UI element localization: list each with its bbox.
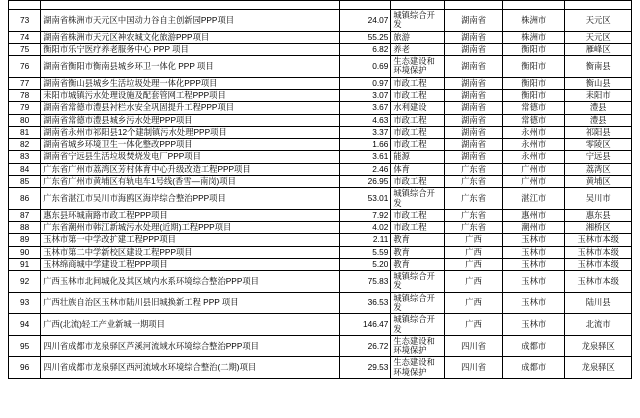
cell-city: 衡阳市 bbox=[503, 77, 565, 89]
cell-name: 湖南省衡山县城乡生活垃圾处理一体化PPP项目 bbox=[41, 77, 340, 89]
cell-province: 湖南省 bbox=[445, 151, 503, 163]
cell-city: 玉林市 bbox=[503, 246, 565, 258]
cell-province: 四川省 bbox=[445, 357, 503, 379]
cell-city: 株洲市 bbox=[503, 10, 565, 32]
cell-province: 湖南省 bbox=[445, 114, 503, 126]
cell-name: 湖南省常德市澧县衬栏水安全巩固提升工程PPP项目 bbox=[41, 102, 340, 114]
cell-province: 广东省 bbox=[445, 222, 503, 234]
table-body bbox=[9, 1, 632, 379]
cell-city: 株洲市 bbox=[503, 31, 565, 43]
cell-no: 87 bbox=[9, 209, 41, 221]
cell-amount: 2.46 bbox=[339, 163, 391, 175]
cell-name: 玉林绵商城中学建设工程PPP项目 bbox=[41, 258, 340, 270]
cell-amount bbox=[339, 1, 391, 10]
cell-city: 玉林市 bbox=[503, 258, 565, 270]
cell-no: 89 bbox=[9, 234, 41, 246]
cell-name bbox=[41, 1, 340, 10]
cell-field: 教育 bbox=[391, 234, 445, 246]
cell-province: 湖南省 bbox=[445, 77, 503, 89]
cell-district: 澧县 bbox=[565, 102, 632, 114]
cell-province: 广东省 bbox=[445, 209, 503, 221]
cell-district: 北流市 bbox=[565, 314, 632, 336]
cell-no: 85 bbox=[9, 175, 41, 187]
table-row bbox=[9, 209, 632, 221]
cell-no: 80 bbox=[9, 114, 41, 126]
cell-province: 广西 bbox=[445, 314, 503, 336]
project-table bbox=[8, 0, 632, 379]
cell-field: 市政工程 bbox=[391, 139, 445, 151]
table-row bbox=[9, 89, 632, 101]
table-row bbox=[9, 77, 632, 89]
cell-district: 天元区 bbox=[565, 31, 632, 43]
cell-city: 玉林市 bbox=[503, 271, 565, 293]
cell-amount: 2.11 bbox=[339, 234, 391, 246]
cell-amount: 3.61 bbox=[339, 151, 391, 163]
cell-field: 生态建设和环境保护 bbox=[391, 335, 445, 357]
table-row bbox=[9, 10, 632, 32]
cell-city: 广州市 bbox=[503, 175, 565, 187]
cell-district: 衡山县 bbox=[565, 77, 632, 89]
cell-province: 湖南省 bbox=[445, 139, 503, 151]
cell-no: 79 bbox=[9, 102, 41, 114]
cell-name: 四川省成都市龙泉驿区西河流域水环境综合整治(二期)项目 bbox=[41, 357, 340, 379]
cell-province: 广东省 bbox=[445, 163, 503, 175]
cell-amount: 75.83 bbox=[339, 271, 391, 293]
cell-amount: 29.53 bbox=[339, 357, 391, 379]
cell-no: 75 bbox=[9, 43, 41, 55]
cell-name: 湖南省衡阳市衡南县城乡环卫一体化 PPP 项目 bbox=[41, 56, 340, 78]
cell-province: 四川省 bbox=[445, 335, 503, 357]
table-row bbox=[9, 335, 632, 357]
cell-field: 城镇综合开发 bbox=[391, 314, 445, 336]
cell-district: 玉林市本级 bbox=[565, 246, 632, 258]
cell-district: 澧县 bbox=[565, 114, 632, 126]
cell-field: 教育 bbox=[391, 258, 445, 270]
cell-name: 广西玉林市北间城化及其区域内水系环境综合整治PPP项目 bbox=[41, 271, 340, 293]
cell-no: 84 bbox=[9, 163, 41, 175]
cell-no: 90 bbox=[9, 246, 41, 258]
cell-city: 常德市 bbox=[503, 114, 565, 126]
cell-amount: 5.59 bbox=[339, 246, 391, 258]
cell-field: 体育 bbox=[391, 163, 445, 175]
cell-name: 湖南省宁远县生活垃圾焚烧发电厂PPP项目 bbox=[41, 151, 340, 163]
cell-province: 广西 bbox=[445, 271, 503, 293]
cell-field: 城镇综合开发 bbox=[391, 271, 445, 293]
cell-amount: 53.01 bbox=[339, 188, 391, 210]
table-row bbox=[9, 292, 632, 314]
cell-amount: 4.02 bbox=[339, 222, 391, 234]
cell-city: 惠州市 bbox=[503, 209, 565, 221]
cell-field: 城镇综合开发 bbox=[391, 10, 445, 32]
cell-city: 玉林市 bbox=[503, 292, 565, 314]
cell-field: 城镇综合开发 bbox=[391, 188, 445, 210]
cell-no: 95 bbox=[9, 335, 41, 357]
table-row bbox=[9, 175, 632, 187]
cell-field: 生态建设和环境保护 bbox=[391, 357, 445, 379]
cell-amount: 0.97 bbox=[339, 77, 391, 89]
cell-amount: 146.47 bbox=[339, 314, 391, 336]
cell-field: 市政工程 bbox=[391, 222, 445, 234]
cell-district: 天元区 bbox=[565, 10, 632, 32]
cell-district: 宁远县 bbox=[565, 151, 632, 163]
table-row bbox=[9, 258, 632, 270]
cell-field: 市政工程 bbox=[391, 126, 445, 138]
cell-amount: 6.82 bbox=[339, 43, 391, 55]
cell-name: 湖南省永州市祁阳县12个建制镇污水处理PPP项目 bbox=[41, 126, 340, 138]
cell-province bbox=[445, 1, 503, 10]
cell-province: 湖南省 bbox=[445, 89, 503, 101]
cell-no: 94 bbox=[9, 314, 41, 336]
cell-field: 养老 bbox=[391, 43, 445, 55]
cell-name: 广东省潮州市韩江新城污水处理(近期)工程PPP项目 bbox=[41, 222, 340, 234]
cell-amount: 7.92 bbox=[339, 209, 391, 221]
cell-district: 玉林市本级 bbox=[565, 258, 632, 270]
cell-city: 衡阳市 bbox=[503, 89, 565, 101]
cell-amount: 3.67 bbox=[339, 102, 391, 114]
table-row bbox=[9, 271, 632, 293]
cell-district: 雁峰区 bbox=[565, 43, 632, 55]
cell-name: 耒阳市城镇污水处理设施及配套管网工程PPP项目 bbox=[41, 89, 340, 101]
cell-district: 祁阳县 bbox=[565, 126, 632, 138]
cell-district: 玉林市本级 bbox=[565, 234, 632, 246]
cell-no: 77 bbox=[9, 77, 41, 89]
cell-no bbox=[9, 1, 41, 10]
cell-province: 广西 bbox=[445, 246, 503, 258]
cell-province: 广西 bbox=[445, 234, 503, 246]
cell-no: 93 bbox=[9, 292, 41, 314]
cell-city: 衡阳市 bbox=[503, 43, 565, 55]
cell-province: 广东省 bbox=[445, 175, 503, 187]
cell-no: 96 bbox=[9, 357, 41, 379]
cell-name: 衡阳市乐宁医疗养老服务中心 PPP 项目 bbox=[41, 43, 340, 55]
cell-amount: 1.66 bbox=[339, 139, 391, 151]
cell-field: 水利建设 bbox=[391, 102, 445, 114]
cell-name: 玉林市第二中学新校区建设工程PPP项目 bbox=[41, 246, 340, 258]
cell-district: 荔湾区 bbox=[565, 163, 632, 175]
cell-no: 92 bbox=[9, 271, 41, 293]
cell-district: 龙泉驿区 bbox=[565, 335, 632, 357]
cell-city: 玉林市 bbox=[503, 234, 565, 246]
cell-province: 湖南省 bbox=[445, 43, 503, 55]
cell-no: 91 bbox=[9, 258, 41, 270]
table-row bbox=[9, 126, 632, 138]
cell-field: 城镇综合开发 bbox=[391, 292, 445, 314]
cell-name: 广东省广州市黄埔区有轨电车1号线(香雪—南岗)项目 bbox=[41, 175, 340, 187]
cell-city bbox=[503, 1, 565, 10]
cell-city: 常德市 bbox=[503, 102, 565, 114]
table-row bbox=[9, 246, 632, 258]
cell-name: 湖南省常德市澧县城乡污水处理PPP项目 bbox=[41, 114, 340, 126]
cell-amount: 36.53 bbox=[339, 292, 391, 314]
cell-district: 湘桥区 bbox=[565, 222, 632, 234]
cell-no: 83 bbox=[9, 151, 41, 163]
cell-province: 广西 bbox=[445, 258, 503, 270]
cell-field: 市政工程 bbox=[391, 209, 445, 221]
cell-no: 86 bbox=[9, 188, 41, 210]
cell-name: 玉林市第一中学改扩建工程PPP项目 bbox=[41, 234, 340, 246]
cell-no: 74 bbox=[9, 31, 41, 43]
cell-province: 湖南省 bbox=[445, 102, 503, 114]
cell-amount: 5.20 bbox=[339, 258, 391, 270]
cell-amount: 26.95 bbox=[339, 175, 391, 187]
cell-province: 湖南省 bbox=[445, 126, 503, 138]
cell-district: 惠东县 bbox=[565, 209, 632, 221]
cell-no: 82 bbox=[9, 139, 41, 151]
cell-city: 永州市 bbox=[503, 126, 565, 138]
cell-name: 湖南省城乡环境卫生一体化整改PPP项目 bbox=[41, 139, 340, 151]
cell-name: 惠东县环城南路市政工程PPP项目 bbox=[41, 209, 340, 221]
table-row bbox=[9, 234, 632, 246]
cell-city: 成都市 bbox=[503, 335, 565, 357]
cell-district: 陆川县 bbox=[565, 292, 632, 314]
cell-amount: 0.69 bbox=[339, 56, 391, 78]
cell-district: 玉林市本级 bbox=[565, 271, 632, 293]
cell-amount: 55.25 bbox=[339, 31, 391, 43]
cell-province: 广东省 bbox=[445, 188, 503, 210]
cell-no: 78 bbox=[9, 89, 41, 101]
table-row bbox=[9, 314, 632, 336]
cell-name: 广西(北流)轻工产业新城一期项目 bbox=[41, 314, 340, 336]
cell-name: 广东省广州市荔湾区芳村体育中心升级改造工程PPP项目 bbox=[41, 163, 340, 175]
cell-city: 成都市 bbox=[503, 357, 565, 379]
table-row bbox=[9, 151, 632, 163]
table-row bbox=[9, 43, 632, 55]
cell-district: 龙泉驿区 bbox=[565, 357, 632, 379]
cell-field bbox=[391, 1, 445, 10]
cell-district: 零陵区 bbox=[565, 139, 632, 151]
cell-district: 黄埔区 bbox=[565, 175, 632, 187]
cell-name: 广东省湛江市吴川市海鸥区海岸综合整治PPP项目 bbox=[41, 188, 340, 210]
table-row bbox=[9, 357, 632, 379]
table-row-partial bbox=[9, 1, 632, 10]
table-row bbox=[9, 188, 632, 210]
cell-field: 旅游 bbox=[391, 31, 445, 43]
cell-no: 81 bbox=[9, 126, 41, 138]
table-row bbox=[9, 163, 632, 175]
cell-field: 市政工程 bbox=[391, 114, 445, 126]
table-row bbox=[9, 102, 632, 114]
cell-name: 湖南省株洲市天元区神农城文化旅游PPP项目 bbox=[41, 31, 340, 43]
cell-city: 潮州市 bbox=[503, 222, 565, 234]
table-row bbox=[9, 222, 632, 234]
cell-city: 衡阳市 bbox=[503, 56, 565, 78]
cell-amount: 3.07 bbox=[339, 89, 391, 101]
cell-province: 湖南省 bbox=[445, 10, 503, 32]
table-row bbox=[9, 114, 632, 126]
table-row bbox=[9, 56, 632, 78]
cell-province: 广西 bbox=[445, 292, 503, 314]
cell-amount: 4.63 bbox=[339, 114, 391, 126]
cell-name: 广西壮族自治区玉林市陆川县旧城换新工程 PPP 项目 bbox=[41, 292, 340, 314]
cell-name: 湖南省株洲市天元区中国动力谷自主创新园PPP项目 bbox=[41, 10, 340, 32]
cell-city: 湛江市 bbox=[503, 188, 565, 210]
cell-field: 能源 bbox=[391, 151, 445, 163]
cell-district bbox=[565, 1, 632, 10]
cell-name: 四川省成都市龙泉驿区芦溪河流域水环境综合整治PPP项目 bbox=[41, 335, 340, 357]
cell-amount: 3.37 bbox=[339, 126, 391, 138]
cell-amount: 26.72 bbox=[339, 335, 391, 357]
cell-no: 88 bbox=[9, 222, 41, 234]
cell-field: 市政工程 bbox=[391, 77, 445, 89]
cell-field: 市政工程 bbox=[391, 175, 445, 187]
cell-city: 永州市 bbox=[503, 139, 565, 151]
cell-province: 湖南省 bbox=[445, 31, 503, 43]
cell-field: 教育 bbox=[391, 246, 445, 258]
cell-district: 吴川市 bbox=[565, 188, 632, 210]
cell-no: 76 bbox=[9, 56, 41, 78]
cell-amount: 24.07 bbox=[339, 10, 391, 32]
cell-city: 玉林市 bbox=[503, 314, 565, 336]
cell-field: 市政工程 bbox=[391, 89, 445, 101]
table-row bbox=[9, 139, 632, 151]
table-row bbox=[9, 31, 632, 43]
cell-no: 73 bbox=[9, 10, 41, 32]
cell-city: 广州市 bbox=[503, 163, 565, 175]
cell-city: 永州市 bbox=[503, 151, 565, 163]
cell-province: 湖南省 bbox=[445, 56, 503, 78]
cell-field: 生态建设和环境保护 bbox=[391, 56, 445, 78]
cell-district: 衡南县 bbox=[565, 56, 632, 78]
cell-district: 耒阳市 bbox=[565, 89, 632, 101]
